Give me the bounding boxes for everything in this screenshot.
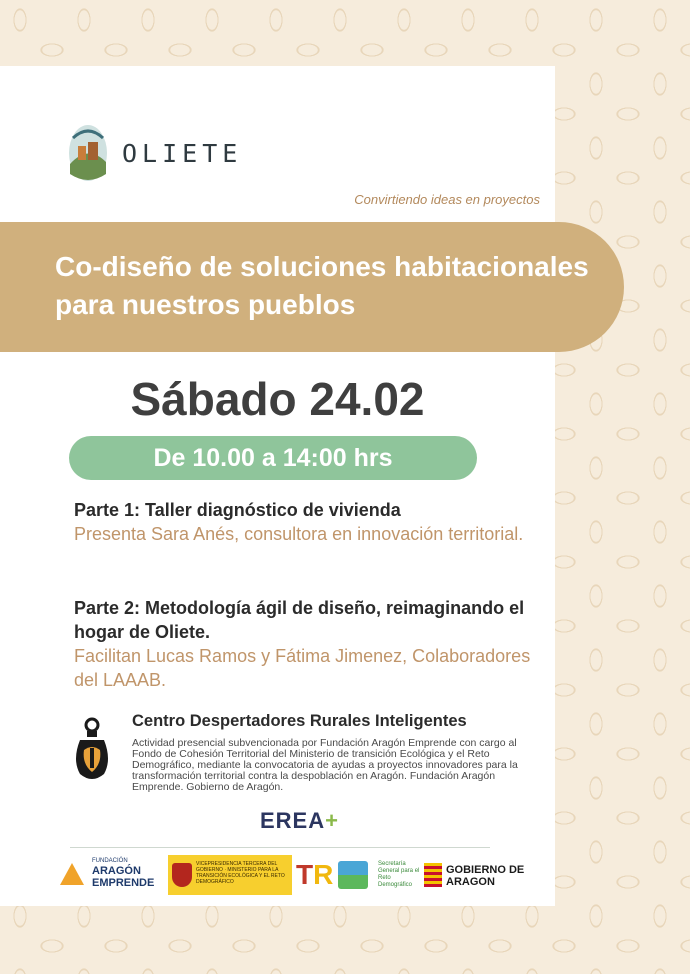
gobierno-aragon-text: GOBIERNO DE ARAGON (446, 864, 525, 888)
reto-logo (338, 855, 374, 895)
oliete-logo (68, 124, 242, 182)
erea-text: EREA (260, 808, 326, 833)
erea-logo (260, 808, 339, 834)
event-time: De 10.00 a 14:00 hrs (69, 436, 477, 480)
sponsor-logos (60, 855, 530, 895)
center-description: Actividad presencial subvencionada por Fundación Aragón Emprende con cargo al Fondo de Cohesión Territorial del Ministerio de transición Ecológica y el Reto Demográfico, mediante la convocatoria de ayudas a proyectos innovadores para la transformación territorial contra la despoblación en Aragón. Fundación Aragón Emprende. Gobierno de Aragón. (132, 737, 518, 793)
aragon-flag-icon (424, 863, 442, 887)
event-title: Co-diseño de soluciones habitacionales para nuestros pueblos (55, 251, 589, 320)
part-2 (74, 596, 534, 692)
coat-of-arms-icon (172, 863, 192, 887)
tr-logo: TR (296, 859, 334, 890)
aragon-emprende-logo (60, 855, 160, 895)
aragon-emprende-small: FUNDACIÓN (92, 858, 128, 864)
aragon-emprende-name: ARAGÓN EMPRENDE (92, 865, 155, 889)
part-1-title: Parte 1: Taller diagnóstico de vivienda (74, 500, 401, 520)
brand-name: OLIETE (122, 138, 243, 168)
reto-text: Secretaría General para el Reto Demográfico (378, 861, 420, 888)
part-2-desc: Facilitan Lucas Ramos y Fátima Jimenez, Colaboradores del LAAAB. (74, 646, 531, 690)
village-logo-icon (68, 124, 108, 182)
gobierno-espana-text: VICEPRESIDENCIA TERCERA DEL GOBIERNO · MINISTERIO PARA LA TRANSICIÓN ECOLÓGICA Y EL RETO DEMOGRÁFICO (196, 861, 285, 885)
gobierno-espana-logo (168, 855, 292, 895)
gobierno-aragon-logo (424, 855, 530, 895)
triangle-icon (60, 863, 84, 885)
part-1 (74, 498, 534, 546)
event-date: Sábado 24.02 (130, 373, 425, 425)
landscape-icon (338, 861, 368, 889)
sponsor-divider (70, 847, 490, 848)
jar-icon (72, 716, 112, 782)
tagline: Convirtiendo ideas en proyectos (354, 192, 540, 207)
erea-plus: + (325, 808, 339, 833)
part-1-desc: Presenta Sara Anés, consultora en innovación territorial. (74, 524, 524, 544)
center-name: Centro Despertadores Rurales Inteligentes (132, 712, 467, 730)
part-2-title: Parte 2: Metodología ágil de diseño, reimaginando el hogar de Oliete. (74, 598, 525, 642)
